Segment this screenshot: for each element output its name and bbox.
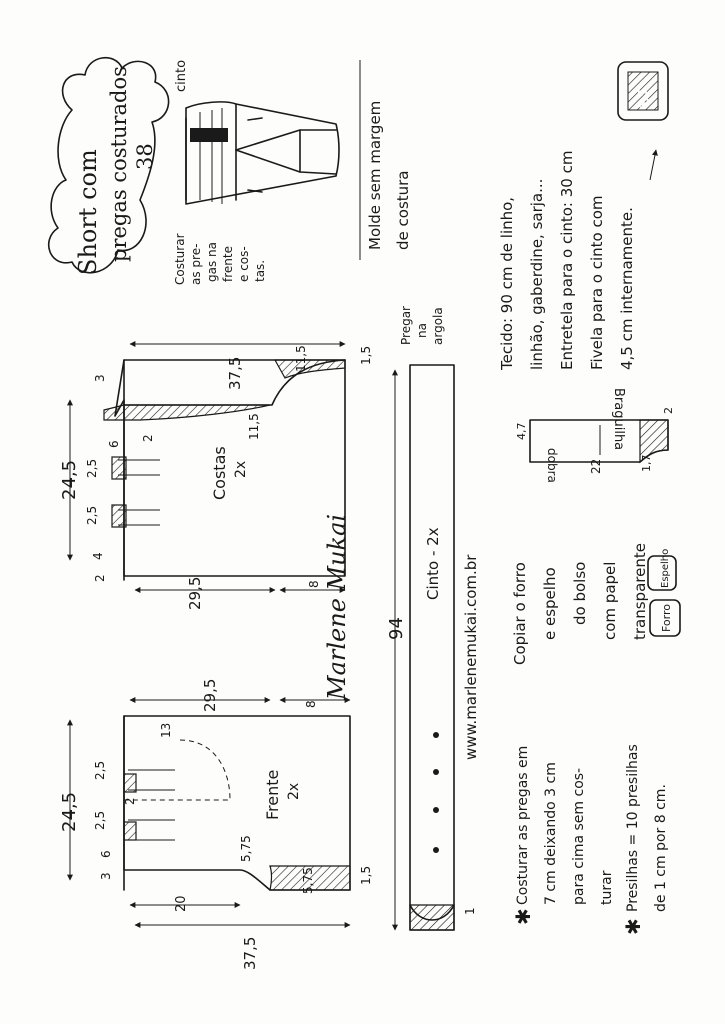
svg-text:frente: frente	[221, 246, 235, 282]
espelho-tag	[648, 549, 676, 590]
belt-label: Cinto - 2x	[424, 527, 442, 600]
svg-text:e espelho: e espelho	[541, 567, 559, 640]
svg-text:2,5: 2,5	[85, 458, 99, 478]
forro-tag	[650, 600, 680, 636]
svg-text:2,5: 2,5	[93, 760, 107, 780]
back-label: Costas	[210, 446, 229, 500]
svg-text:na: na	[415, 323, 429, 338]
svg-text:22: 22	[589, 458, 603, 474]
svg-text:6: 6	[107, 440, 121, 448]
belt-callout: cinto	[174, 59, 189, 92]
svg-text:do bolso: do bolso	[571, 561, 589, 625]
svg-text:37,5: 37,5	[226, 356, 244, 390]
svg-text:1: 1	[463, 907, 477, 915]
svg-text:8: 8	[307, 580, 321, 588]
svg-text:37,5: 37,5	[241, 936, 259, 970]
svg-text:tas.: tas.	[253, 259, 267, 282]
svg-text:20: 20	[174, 895, 189, 912]
front-label: Frente	[263, 769, 282, 820]
back-qty: 2x	[233, 460, 249, 478]
svg-text:4,7: 4,7	[515, 422, 528, 440]
title-line1: Short com	[74, 149, 102, 275]
svg-text:de 1 cm por 8 cm.: de 1 cm por 8 cm.	[653, 784, 669, 912]
materials-note	[498, 150, 656, 371]
shorts-illustration	[174, 60, 339, 204]
svg-text:com papel: com papel	[601, 561, 619, 640]
svg-text:4,5: 4,5	[636, 88, 650, 110]
pleats-note	[511, 746, 615, 925]
svg-text:argola: argola	[431, 307, 445, 345]
interfacing: Entretela para o cinto: 30 cm	[558, 150, 576, 370]
svg-text:2,5: 2,5	[85, 505, 99, 525]
svg-text:2: 2	[93, 574, 107, 582]
svg-text:24,5: 24,5	[59, 459, 80, 500]
buckle-icon	[190, 128, 228, 142]
svg-text:3: 3	[99, 872, 113, 880]
svg-text:5,75: 5,75	[301, 867, 315, 894]
svg-text:Forro: Forro	[660, 603, 673, 632]
svg-text:11,5: 11,5	[247, 413, 261, 440]
fly-piece	[515, 388, 675, 483]
title-line2: pregas costurados	[107, 66, 131, 262]
svg-text:13: 13	[159, 722, 173, 738]
svg-text:29,5: 29,5	[186, 576, 204, 610]
svg-text:para cima sem cos-: para cima sem cos-	[571, 767, 587, 905]
fabric-line2: linhão, gaberdine, sarja...	[528, 178, 546, 370]
svg-text:Espelho: Espelho	[660, 548, 671, 588]
svg-text:Copiar o forro: Copiar o forro	[511, 562, 529, 665]
title-cloud	[49, 58, 169, 275]
svg-text:4: 4	[91, 552, 105, 560]
signature: Marlene Mukai	[323, 513, 351, 700]
pocket-note	[511, 543, 649, 665]
title-size: 38	[133, 143, 157, 170]
svg-text:7 cm deixando 3 cm: 7 cm deixando 3 cm	[543, 762, 559, 905]
belt-length: 94	[386, 617, 407, 640]
svg-text:Costurar as pregas em: Costurar as pregas em	[515, 745, 531, 905]
website: www.marlenemukai.com.br	[462, 554, 480, 760]
svg-text:turar: turar	[599, 870, 615, 905]
loops-star-icon: ✱	[621, 918, 645, 935]
buckle-line2: 4,5 cm internamente.	[618, 207, 636, 370]
svg-text:1,5: 1,5	[359, 345, 373, 365]
svg-text:Presilhas = 10 presilhas: Presilhas = 10 presilhas	[625, 744, 641, 912]
margin-note	[360, 60, 412, 260]
svg-text:e cos-: e cos-	[237, 246, 251, 282]
fly-fold: dobra	[545, 448, 559, 483]
svg-text:8: 8	[304, 700, 318, 708]
fabric-line1: Tecido: 90 cm de linho,	[498, 196, 516, 370]
svg-text:2: 2	[662, 407, 675, 414]
svg-text:5,75: 5,75	[239, 835, 253, 862]
svg-text:Costurar: Costurar	[173, 233, 187, 285]
sew-note	[173, 233, 267, 285]
svg-text:2,5: 2,5	[93, 810, 107, 830]
svg-text:gas na: gas na	[205, 242, 219, 282]
svg-text:6: 6	[99, 850, 113, 858]
svg-text:as pre-: as pre-	[189, 243, 203, 285]
svg-text:11,5: 11,5	[294, 345, 308, 372]
pleats-star-icon: ✱	[511, 908, 535, 925]
buckle-icon-group	[618, 62, 668, 120]
front-piece	[59, 679, 373, 970]
svg-text:29,5: 29,5	[201, 678, 219, 712]
svg-text:24,5: 24,5	[59, 791, 80, 832]
buckle-line1: Fivela para o cinto com	[588, 195, 606, 370]
front-qty: 2x	[286, 782, 302, 800]
svg-text:1,7: 1,7	[640, 454, 653, 472]
svg-text:2: 2	[123, 797, 137, 805]
svg-text:transparente: transparente	[631, 543, 649, 640]
svg-text:de costura: de costura	[394, 170, 412, 250]
svg-text:3: 3	[93, 374, 107, 382]
svg-text:Pregar: Pregar	[399, 306, 413, 345]
svg-text:2: 2	[141, 434, 155, 442]
svg-text:Molde sem margem: Molde sem margem	[366, 100, 384, 250]
loops-note	[621, 744, 669, 935]
svg-text:1,5: 1,5	[359, 865, 373, 885]
fly-label: Braguilha	[611, 388, 626, 451]
